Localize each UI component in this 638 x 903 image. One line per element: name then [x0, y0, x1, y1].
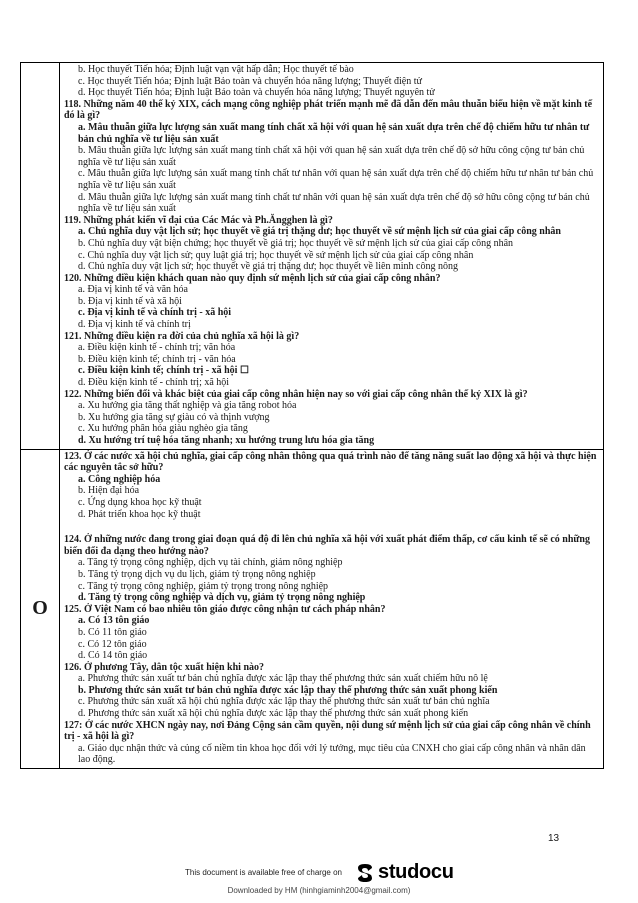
- answer-option: b. Học thuyết Tiến hóa; Định luật vạn vật hấp dẫn; Học thuyết tế bào: [78, 64, 354, 75]
- studocu-logo-icon: [354, 862, 376, 884]
- row-content: [60, 450, 603, 768]
- answer-option: d. Điều kiện kinh tế - chính trị; xã hội: [78, 377, 230, 389]
- row-content: [60, 63, 603, 449]
- answer-option: a. Chủ nghĩa duy vật lịch sử; học thuyết về giá trị thặng dư; học thuyết về sứ mệnh lịch sử của giai cấp công nhân: [78, 226, 561, 238]
- answer-option: b. Tăng tỷ trọng dịch vụ du lịch, giảm tỷ trọng nông nghiệp: [78, 568, 316, 580]
- answer-option: c. Tăng tỷ trọng công nghiệp, giảm tỷ trọng trong nông nghiệp: [78, 580, 329, 592]
- answer-option: c. Xu hướng phân hóa giàu nghèo gia tăng: [78, 423, 248, 435]
- question-table: [20, 62, 604, 769]
- page-number: 13: [548, 833, 560, 844]
- question-text: 125. Ở Việt Nam có bao nhiêu tôn giáo được công nhận tư cách pháp nhân?: [64, 603, 386, 615]
- studocu-logo-link[interactable]: [354, 861, 454, 884]
- answer-option: c. Mâu thuẫn giữa lực lượng sản xuất mang tính chất tư nhân với quan hệ sản xuất dựa trên chế độ chiếm hữu tư nhân tư bản chủ nghĩa về tư liệu sản xuất: [78, 168, 594, 191]
- question-text: 126. Ở phương Tây, dân tộc xuất hiện khi nào?: [64, 661, 265, 673]
- answer-option: c. Ứng dụng khoa học kỹ thuật: [78, 496, 202, 508]
- question-text: 122. Những biến đổi và khác biệt của giai cấp công nhân hiện nay so với giai cấp công nhân thế kỷ XIX là gì?: [64, 388, 528, 400]
- answer-option: d. Phát triển khoa học kỹ thuật: [78, 508, 201, 520]
- answer-option: d. Địa vị kinh tế và chính trị: [78, 319, 191, 331]
- answer-option: d. Học thuyết Tiến hóa; Định luật Bảo toàn và chuyển hóa năng lượng; Thuyết nguyên tử: [78, 87, 435, 99]
- answer-option: c. Học thuyết Tiến hóa; Định luật Bảo toàn và chuyển hóa năng lượng; Thuyết điện tử: [78, 75, 422, 87]
- question-text: 119. Những phát kiến vĩ đại của Các Mác và Ph.Ăngghen là gì?: [64, 214, 333, 226]
- answer-option: b. Điều kiện kinh tế; chính trị - văn hóa: [78, 353, 236, 365]
- answer-option: a. Phương thức sản xuất tư bản chủ nghĩa được xác lập thay thế phương thức sản xuất chiếm hữu nô lệ: [78, 673, 488, 685]
- answer-option: a. Có 13 tôn giáo: [78, 615, 150, 627]
- table-row: [21, 63, 603, 449]
- answer-option: a. Công nghiệp hóa: [78, 473, 161, 485]
- question-text: 118. Những năm 40 thế kỷ XIX, cách mạng công nghiệp phát triển mạnh mẽ đã dẫn đến mâu thuẫn biểu hiện về mặt kinh tế đó là gì?: [64, 98, 593, 122]
- answer-option: d. Chủ nghĩa duy vật lịch sử; học thuyết về giá trị thặng dư; học thuyết về liên minh công nông: [78, 261, 458, 273]
- answer-option: c. Có 12 tôn giáo: [78, 638, 147, 650]
- availability-text: This document is available free of charge on: [185, 868, 342, 877]
- answer-option: c. Địa vị kinh tế và chính trị - xã hội: [78, 307, 232, 319]
- question-text: 127: Ở các nước XHCN ngày nay, nơi Đảng Cộng sản cầm quyền, nội dung sứ mệnh lịch sử của giai cấp công nhân về chính trị - xã hội là gì?: [64, 719, 591, 743]
- answer-option: c. Chủ nghĩa duy vật lịch sử; quy luật giá trị; học thuyết về sứ mệnh lịch sử của giai cấp công nhân: [78, 249, 474, 261]
- answer-option: c. Phương thức sản xuất xã hội chủ nghĩa được xác lập thay thế phương thức sản xuất tư bản chủ nghĩa: [78, 696, 490, 708]
- answer-option: c. Điều kiện kinh tế; chính trị - xã hội ☐: [78, 365, 249, 377]
- footer: [0, 856, 638, 886]
- spacer: [64, 520, 597, 534]
- answer-option: d. Xu hướng trí tuệ hóa tăng nhanh; xu hướng trung lưu hóa gia tăng: [78, 435, 375, 446]
- answer-option: b. Phương thức sản xuất tư bản chủ nghĩa được xác lập thay thế phương thức sản xuất phong kiến: [78, 684, 498, 696]
- answer-option: d. Có 14 tôn giáo: [78, 650, 148, 662]
- answer-option: b. Xu hướng gia tăng sự giàu có và thịnh vượng: [78, 411, 270, 423]
- question-text: 120. Những điều kiện khách quan nào quy định sứ mệnh lịch sử của giai cấp công nhân?: [64, 272, 441, 284]
- answer-option: b. Chủ nghĩa duy vật biện chứng; học thuyết về giá trị; học thuyết về sứ mệnh lịch sử của giai cấp công nhân: [78, 237, 514, 249]
- answer-option: a. Điều kiện kinh tế - chính trị; văn hóa: [78, 342, 236, 354]
- question-text: 123. Ở các nước xã hội chủ nghĩa, giai cấp công nhân thông qua quá trình nào để tăng năng suất lao động xã hội và thực hiện các nguyên tắc sở hữu?: [64, 450, 597, 474]
- logo-text: studocu: [378, 861, 454, 883]
- answer-option: b. Hiện đại hóa: [78, 485, 140, 497]
- answer-option: b. Có 11 tôn giáo: [78, 626, 147, 638]
- row-letter: O: [21, 450, 60, 768]
- answer-option: a. Giáo dục nhận thức và củng cố niềm tin khoa học đối với lý tưởng, mục tiêu của CNXH cho giai cấp công nhân và nhân dân lao động.: [78, 742, 586, 766]
- question-text: 121. Những điều kiện ra đời của chủ nghĩa xã hội là gì?: [64, 330, 300, 342]
- download-info: Downloaded by HM (hinhgiaminh2004@gmail.com): [227, 886, 411, 895]
- row-letter: [21, 63, 60, 449]
- answer-option: b. Địa vị kinh tế và xã hội: [78, 295, 182, 307]
- answer-option: d. Mâu thuẫn giữa lực lượng sản xuất mang tính chất tư nhân với quan hệ sản xuất dựa trên chế độ sở hữu công cộng tư bản chủ nghĩa về tư liệu sản xuất: [78, 191, 590, 215]
- answer-option: a. Mâu thuẫn giữa lực lượng sản xuất mang tính chất xã hội với quan hệ sản xuất dựa trên chế độ chiếm hữu tư nhân tư bản chủ nghĩa về tư liệu sản xuất: [78, 121, 590, 145]
- table-row: [21, 449, 603, 768]
- question-text: 124. Ở những nước đang trong giai đoạn quá độ đi lên chủ nghĩa xã hội với xuất phát điểm thấp, cơ cấu kinh tế sẽ có những biến đổi đa dạng theo hướng nào?: [64, 534, 590, 557]
- answer-option: d. Tăng tỷ trọng công nghiệp và dịch vụ, giảm tỷ trọng nông nghiệp: [78, 592, 366, 604]
- answer-option: d. Phương thức sản xuất xã hội chủ nghĩa được xác lập thay thế phương thức sản xuất phong kiến: [78, 708, 469, 720]
- answer-option: a. Tăng tỷ trọng công nghiệp, dịch vụ tài chính, giảm nông nghiệp: [78, 557, 343, 569]
- answer-option: a. Xu hướng gia tăng thất nghiệp và gia tăng robot hóa: [78, 400, 297, 412]
- answer-option: b. Mâu thuẫn giữa lực lượng sản xuất mang tính chất xã hội với quan hệ sản xuất dựa trên chế độ sở hữu công cộng tư bản chủ nghĩa về tư liệu sản xuất: [78, 145, 585, 168]
- answer-option: a. Địa vị kinh tế và văn hóa: [78, 284, 188, 296]
